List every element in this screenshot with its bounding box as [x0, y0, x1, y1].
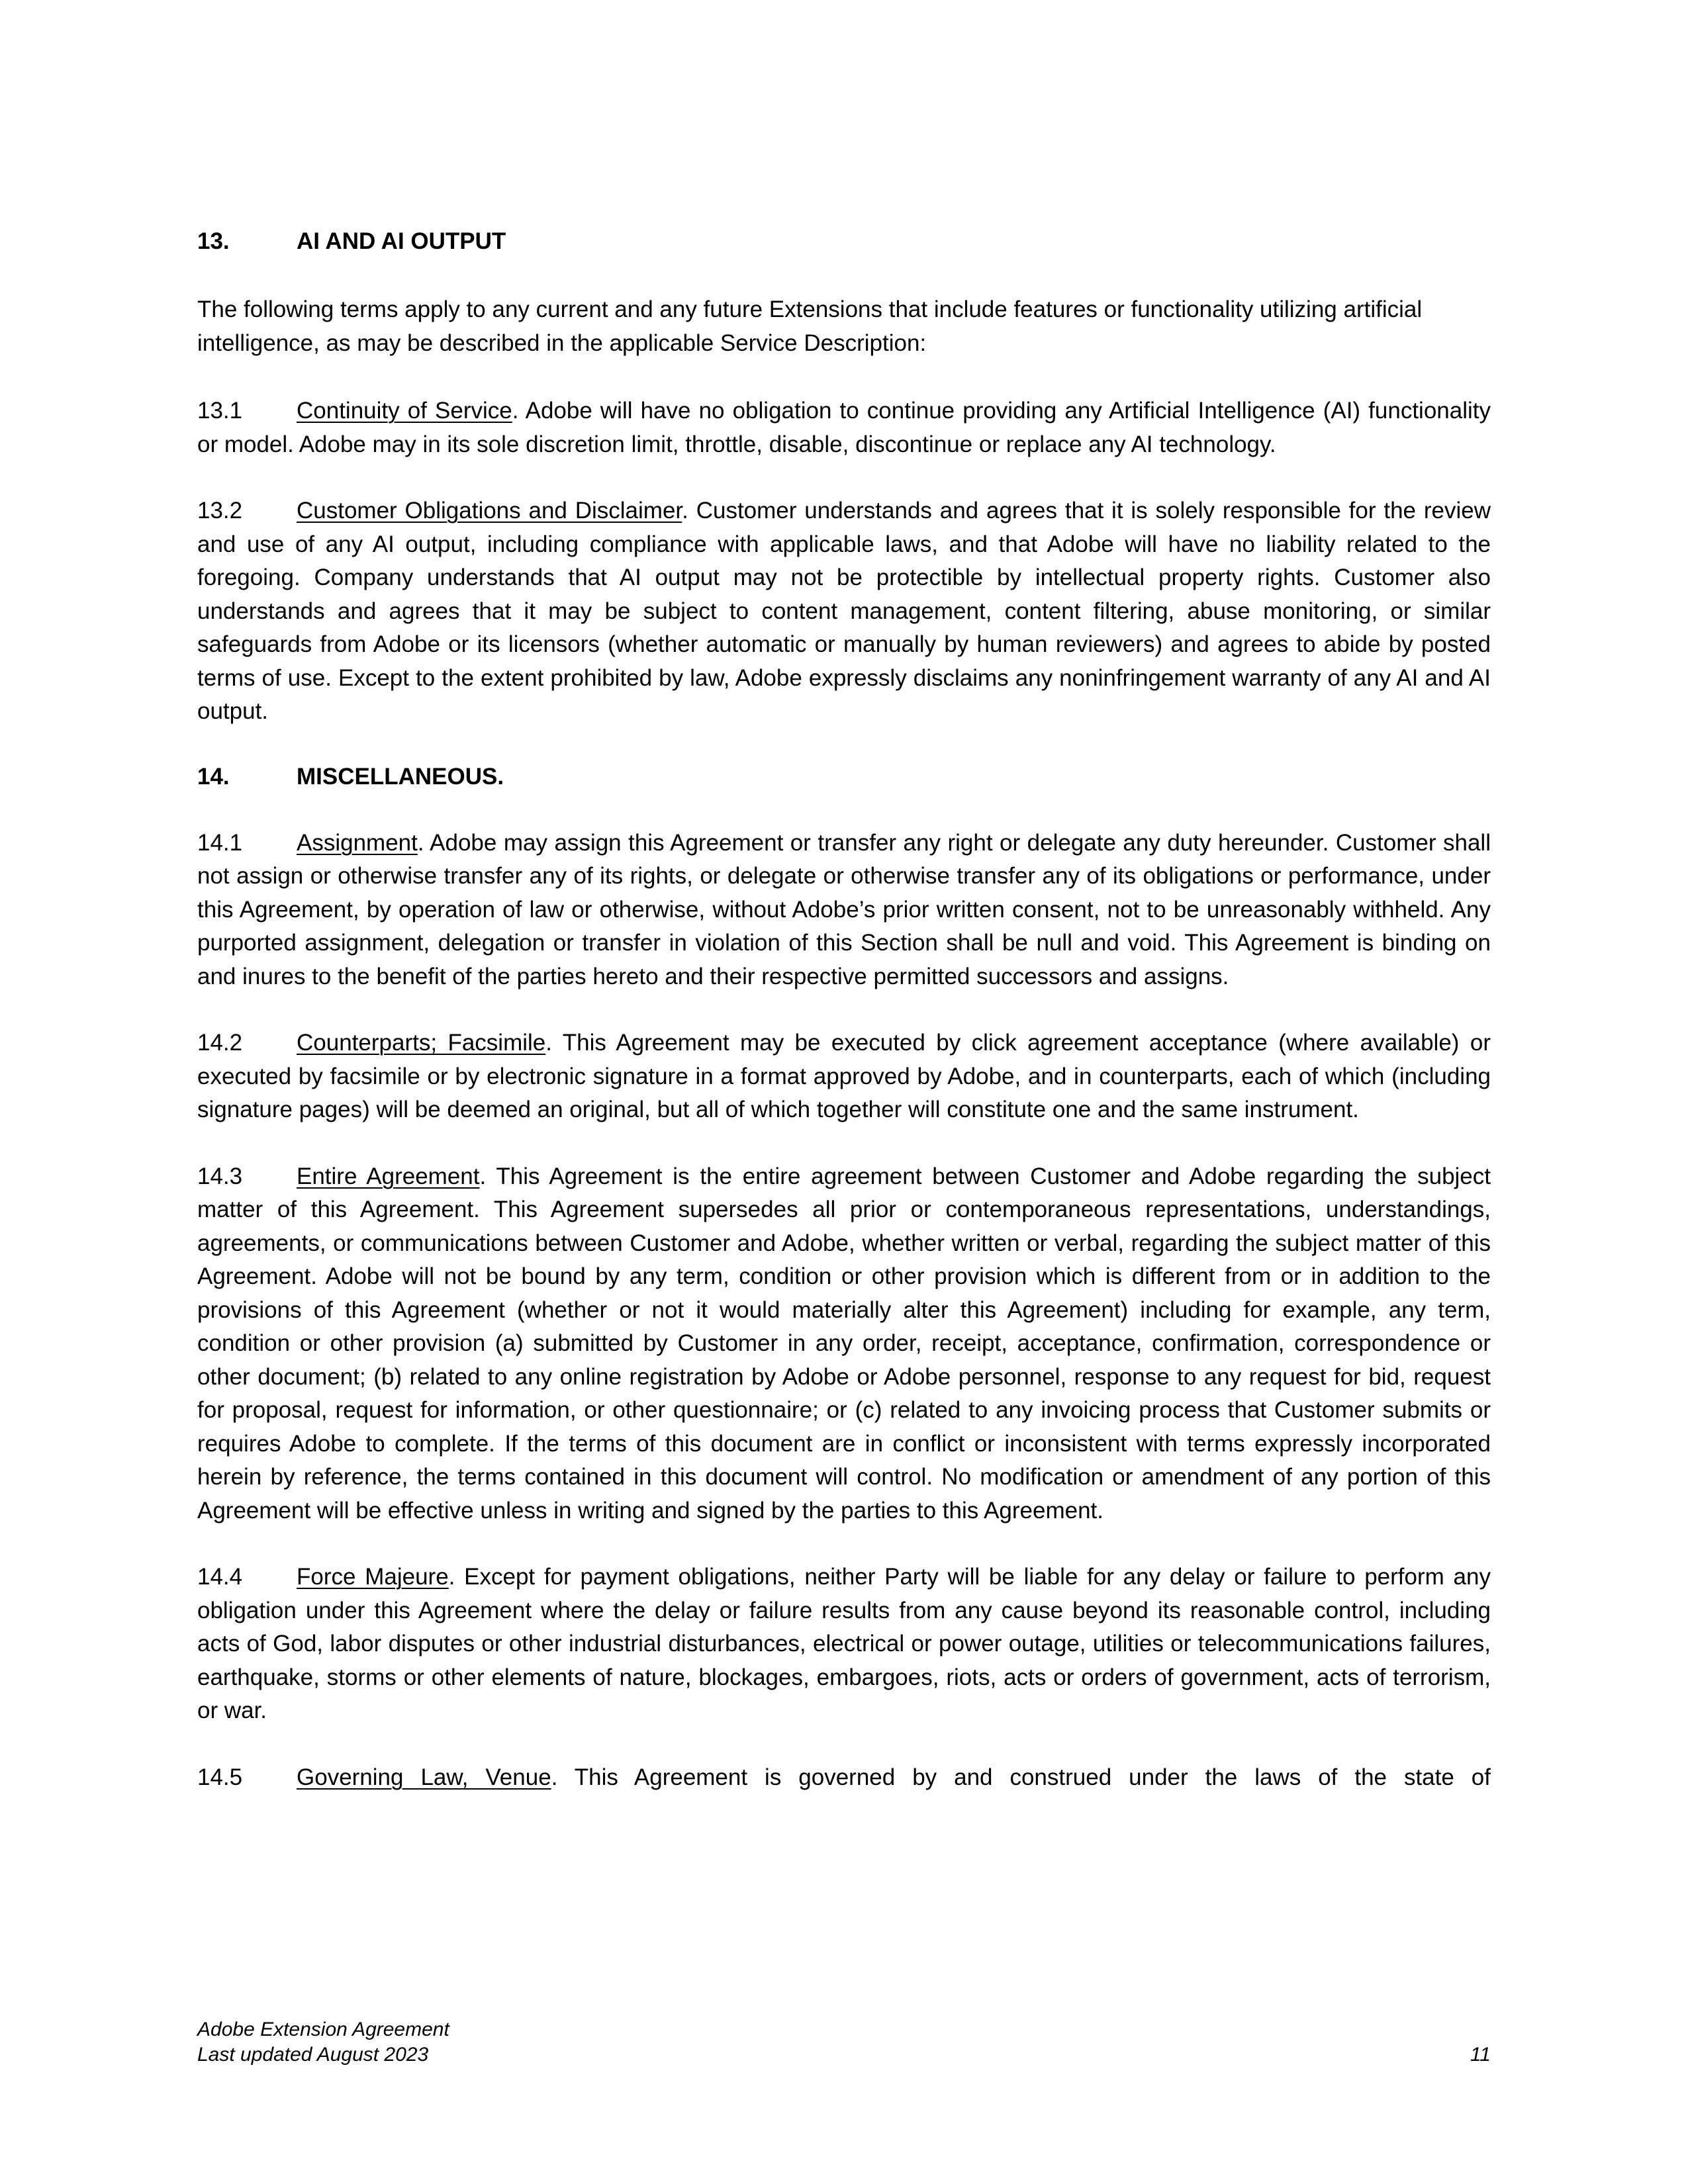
section-13-intro: The following terms apply to any current and any future Extensions that include features or functionality utilizing artificial intelligence, as may be described in the applicable Service Description:: [197, 296, 1423, 356]
section-13-title: AI AND AI OUTPUT: [297, 228, 506, 254]
clause-14-3-number: 14.3: [197, 1163, 243, 1189]
clause-14-4: [197, 1561, 1491, 1728]
clause-14-3-text: . This Agreement is the entire agreement between Customer and Adobe regarding the subject matter of this Agreement. This Agreement supersedes all prior or contemporaneous representations, understandings, agreements, or communications between Customer and Adobe, whether written or verbal, regarding the subject matter of this Agreement. Adobe will not be bound by any term, condition or other provision which is different from or in addition to the provisions of this Agreement (whether or not it would materially alter this Agreement) including for example, any term, condition or other provision (a) submitted by Customer in any order, receipt, acceptance, confirmation, correspondence or other document; (b) related to any online registration by Adobe or Adobe personnel, response to any request for bid, request for proposal, request for information, or other questionnaire; or (c) related to any invoicing process that Customer submits or requires Adobe to complete. If the terms of this document are in conflict or inconsistent with terms expressly incorporated herein by reference, the terms contained in this document will control. No modification or amendment of any portion of this Agreement will be effective unless in writing and signed by the parties to this Agreement.: [197, 1163, 1491, 1524]
clause-14-2: [197, 1026, 1491, 1127]
clause-13-1-number: 13.1: [197, 398, 243, 424]
section-13-number: 13.: [197, 228, 230, 254]
clause-13-1-heading: Continuity of Service: [297, 398, 512, 424]
clause-14-4-number: 14.4: [197, 1564, 243, 1590]
clause-14-1-text: . Adobe may assign this Agreement or transfer any right or delegate any duty hereunder. Customer shall not assign or otherwise transfer any of its rights, or delegate or otherwise transfer any of its obligations or performance, under this Agreement, by operation of law or otherwise, without Adobe’s prior written consent, not to be unreasonably withheld. Any purported assignment, delegation or transfer in violation of this Section shall be null and void. This Agreement is binding on and inures to the benefit of the parties hereto and their respective permitted successors and assigns.: [197, 829, 1491, 989]
section-13-heading: [197, 225, 1491, 258]
clause-13-1: [197, 394, 1491, 461]
clause-14-5-number: 14.5: [197, 1764, 243, 1790]
footer-row: [197, 2042, 1491, 2068]
clause-14-5: [197, 1761, 1491, 1795]
clause-13-2: [197, 494, 1491, 729]
section-14-heading: [197, 760, 1491, 794]
clause-14-3: [197, 1160, 1491, 1528]
clause-14-5-heading: Governing Law, Venue: [297, 1764, 551, 1790]
section-14-title: MISCELLANEOUS.: [297, 763, 504, 790]
clause-14-4-heading: Force Majeure: [297, 1564, 449, 1590]
clause-13-2-text: . Customer understands and agrees that it is solely responsible for the review and use of any AI output, including compliance with applicable laws, and that Adobe will have no liability related to the foregoing. Company understands that AI output may not be protectible by intellectual property rights. Customer also understands and agrees that it may be subject to content management, content filtering, abuse monitoring, or similar safeguards from Adobe or its licensors (whether automatic or manually by human reviewers) and agrees to abide by posted terms of use. Except to the extent prohibited by law, Adobe expressly disclaims any noninfringement warranty of any AI and AI output.: [197, 498, 1491, 724]
clause-14-5-text: . This Agreement is governed by and construed under the laws of the state of: [551, 1764, 1491, 1790]
page-footer: [197, 2017, 1491, 2068]
clause-14-2-text: . This Agreement may be executed by click agreement acceptance (where available) or executed by facsimile or by electronic signature in a format approved by Adobe, and in counterparts, each of which (including signature pages) will be deemed an original, but all of which together will constitute one and the same instrument.: [197, 1030, 1491, 1122]
page-number: 11: [1470, 2044, 1491, 2066]
clause-14-2-heading: Counterparts; Facsimile: [297, 1030, 546, 1056]
clause-14-1-heading: Assignment: [297, 829, 418, 856]
section-14-number: 14.: [197, 763, 230, 790]
document-page: [197, 225, 1491, 1794]
clause-14-1-number: 14.1: [197, 829, 243, 856]
footer-updated: Last updated August 2023: [197, 2044, 429, 2066]
footer-doc-title: Adobe Extension Agreement: [197, 2019, 449, 2040]
clause-14-1: [197, 827, 1491, 994]
clause-14-2-number: 14.2: [197, 1030, 243, 1056]
clause-14-4-text: . Except for payment obligations, neither Party will be liable for any delay or failure to perform any obligation under this Agreement where the delay or failure results from any cause beyond its reasonable control, including acts of God, labor disputes or other industrial disturbances, electrical or power outage, utilities or telecommunications failures, earthquake, storms or other elements of nature, blockages, embargoes, riots, acts or orders of government, acts of terrorism, or war.: [197, 1564, 1491, 1723]
clause-14-3-heading: Entire Agreement: [297, 1163, 480, 1189]
clause-13-2-number: 13.2: [197, 498, 243, 523]
clause-13-1-text: . Adobe will have no obligation to continue providing any Artificial Intelligence (AI) functionality or model. Adobe may in its sole discretion limit, throttle, disable, discontinue or replace any AI technology.: [197, 398, 1491, 457]
clause-13-2-heading: Customer Obligations and Disclaimer: [297, 498, 682, 523]
